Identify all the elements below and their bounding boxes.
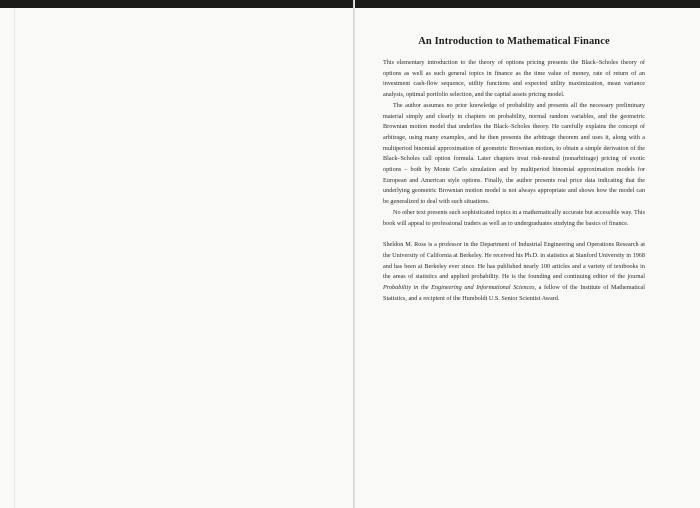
description-paragraph-2: The author assumes no prior knowledge of probability and presents all the necessary preliminary material simply and clearly in chapters on probability, normal random variables, and the geometric Brownian motion model that underlies the Black–Scholes theory. He carefully explains the concept of arbitrage, using many examples, and he then presents the arbitrage theorem and uses it, along with a multiperiod binomial approximation of geometric Brownian motion, to obtain a simple derivation of the Black–Scholes call option formula. Later chapters treat risk-neutral (nonarbitrage) pricing of exotic options – both by Monte Carlo simulation and by multiperiod binomial approximation models for European and American style options. Finally, the author presents real price data indicating that the underlying geometric Brownian motion model is not always appropriate and shows how the model can be generalized to deal with such situations. xyxy=(383,101,645,206)
author-bio xyxy=(383,240,645,304)
description-paragraph-3: No other text presents such sophisticated topics in a mathematically accurate but accessible way. This book will appeal to professional traders as well as to undergraduates studying the basics of finance. xyxy=(383,208,645,227)
left-page-fold-shadow xyxy=(14,8,15,508)
paragraph-gap xyxy=(383,229,645,240)
journal-name: Probability in the Engineering and Informational Sciences xyxy=(383,284,535,292)
author-bio-text-end: , a fellow of the Institute of Mathematical Statistics, and a recipient of the Humboldt U.S. Senior Scientist Award. xyxy=(383,284,645,302)
right-page-text xyxy=(383,36,645,304)
book-title: An Introduction to Mathematical Finance xyxy=(418,36,610,47)
left-page-blank xyxy=(0,8,353,508)
scanner-top-edge xyxy=(0,0,700,8)
author-bio-text-start: Sheldon M. Ross is a professor in the Department of Industrial Engineering and Operations Research at the University of California at Berkeley. He received his Ph.D. in statistics at Stanford University in 1968 and has been at Berkeley ever since. He has published nearly 100 articles and a variety of textbooks in the areas of statistics and applied probability. He is the founding and continuing editor of the journal xyxy=(383,241,645,281)
description-paragraph-1: This elementary introduction to the theory of options pricing presents the Black–Scholes theory of options as well as such general topics in finance as the time value of money, rate of return of an investment cash-flow sequence, utility functions and expected utility maximization, mean variance analysis, optimal portfolio selection, and the capital assets pricing model. xyxy=(383,59,645,99)
